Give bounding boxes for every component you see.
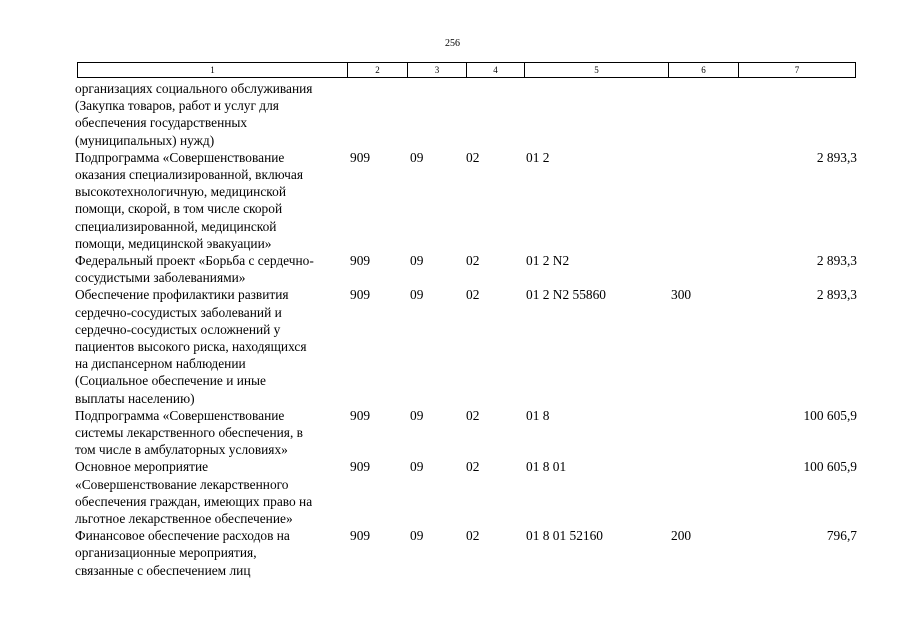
row-target-article	[526, 80, 671, 149]
row-section-code: 09	[410, 149, 424, 165]
column-header-7: 7	[739, 63, 856, 78]
row-expense-type: 200	[671, 528, 692, 544]
row-subsection-code: 02	[466, 528, 480, 544]
column-header-3: 3	[408, 63, 467, 78]
row-ministry-code: 909	[350, 459, 371, 475]
row-amount: 2 893,3	[816, 287, 857, 303]
table-body	[75, 80, 857, 579]
table-row	[75, 252, 857, 286]
table-row	[75, 527, 857, 579]
row-ministry-code	[350, 80, 410, 149]
row-expense-type	[671, 458, 751, 527]
row-ministry-code: 909	[350, 407, 371, 423]
table-row	[75, 458, 857, 527]
row-section-code	[410, 80, 466, 149]
row-expense-type	[671, 407, 751, 459]
row-target-article: 01 8 01 52160	[526, 528, 603, 544]
column-header-row	[78, 63, 856, 78]
row-name: Основное мероприятие «Совершенствование лекарственного обеспечения граждан, имеющих право на льготное лекарственное обеспечение»	[75, 459, 313, 527]
table-row	[75, 286, 857, 406]
row-ministry-code: 909	[350, 287, 371, 303]
row-amount	[751, 80, 857, 149]
row-amount: 2 893,3	[816, 149, 857, 165]
row-subsection-code: 02	[466, 253, 480, 269]
row-ministry-code: 909	[350, 253, 371, 269]
row-amount: 796,7	[826, 528, 857, 544]
row-section-code: 09	[410, 253, 424, 269]
row-expense-type: 300	[671, 287, 692, 303]
row-subsection-code: 02	[466, 287, 480, 303]
row-name: Подпрограмма «Совершенствование оказания специализированной, включая высокотехнологичную, медицинской помощи, скорой, в том числе скорой специализированной, медицинской помощи, медицинской эвакуации»	[75, 149, 303, 251]
row-expense-type	[671, 149, 751, 252]
row-name: Обеспечение профилактики развития сердечно-сосудистых заболеваний и сердечно-сосудистых осложнений у пациентов высокого риска, находящихся на диспансерном наблюдении (Социальное обеспечение и иные выплаты населению)	[75, 287, 307, 406]
row-target-article: 01 2 N2	[526, 253, 570, 269]
row-target-article: 01 2 N2 55860	[526, 287, 606, 303]
row-section-code: 09	[410, 287, 424, 303]
column-header-table	[77, 62, 856, 78]
row-section-code: 09	[410, 459, 424, 475]
table-row	[75, 80, 857, 149]
row-name: Финансовое обеспечение расходов на организационные мероприятия, связанные с обеспечением лиц	[75, 528, 290, 578]
column-header-4: 4	[467, 63, 525, 78]
row-subsection-code: 02	[466, 459, 480, 475]
table-row	[75, 407, 857, 459]
column-header-6: 6	[669, 63, 739, 78]
row-target-article: 01 2	[526, 149, 550, 165]
page-number: 256	[445, 38, 460, 49]
row-ministry-code: 909	[350, 528, 371, 544]
row-subsection-code: 02	[466, 149, 480, 165]
row-subsection-code: 02	[466, 407, 480, 423]
row-amount: 2 893,3	[816, 253, 857, 269]
table-row	[75, 149, 857, 252]
row-name: Федеральный проект «Борьба с сердечно- сосудистыми заболеваниями»	[75, 253, 314, 286]
row-amount: 100 605,9	[803, 407, 857, 423]
row-subsection-code	[466, 80, 526, 149]
row-ministry-code: 909	[350, 149, 371, 165]
row-expense-type	[671, 80, 751, 149]
row-target-article: 01 8	[526, 407, 550, 423]
column-header-2: 2	[348, 63, 408, 78]
row-expense-type	[671, 252, 751, 286]
column-header-1: 1	[78, 63, 348, 78]
row-section-code: 09	[410, 528, 424, 544]
row-section-code: 09	[410, 407, 424, 423]
column-header-5: 5	[525, 63, 669, 78]
row-name: Подпрограмма «Совершенствование системы лекарственного обеспечения, в том числе в амбулаторных условиях»	[75, 407, 303, 458]
row-target-article: 01 8 01	[526, 459, 567, 475]
row-amount: 100 605,9	[803, 459, 857, 475]
row-name: организациях социального обслуживания (Закупка товаров, работ и услуг для обеспечения государственных (муниципальных) нужд)	[75, 81, 313, 148]
